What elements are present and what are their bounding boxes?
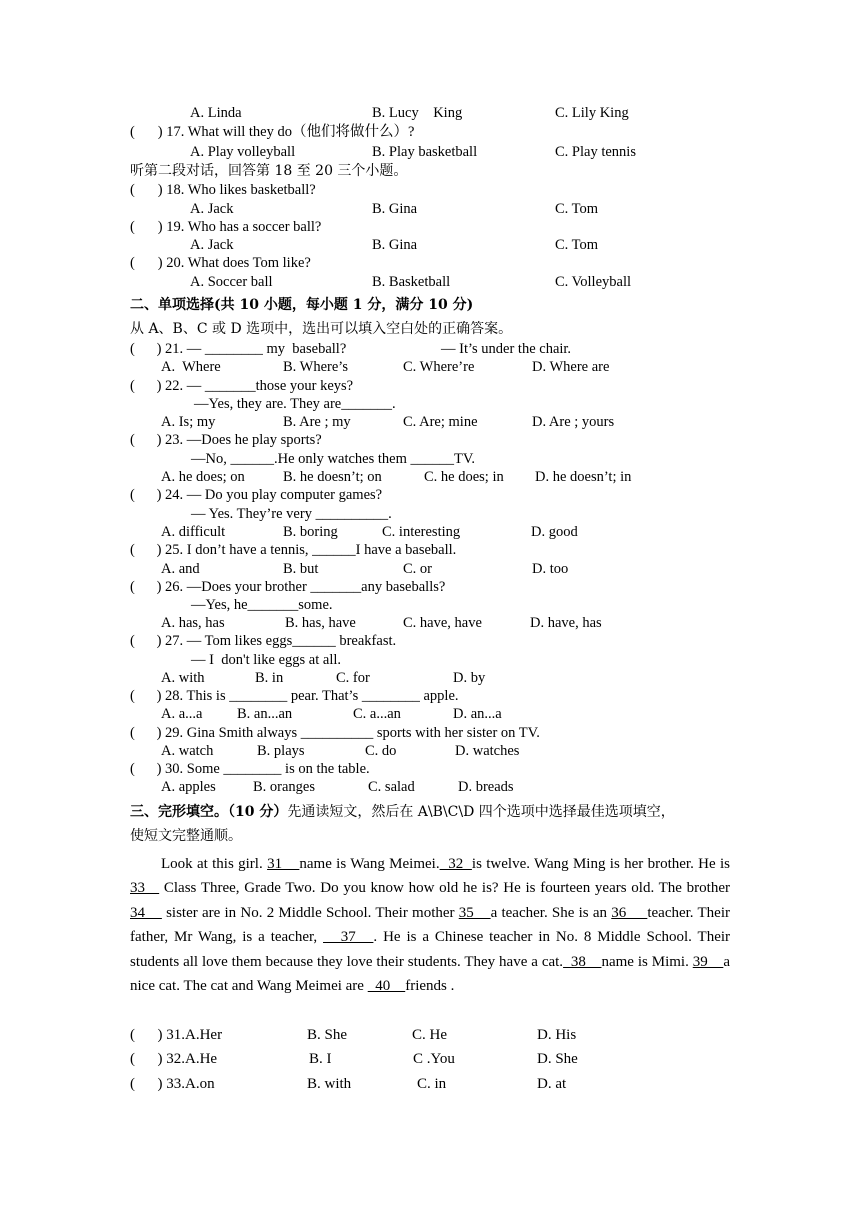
- q27-option-a: A. with: [161, 670, 205, 686]
- passage-text: a nice cat. The cat and Wang Meimei are: [130, 953, 731, 995]
- q19-option-a: A. Jack: [190, 237, 234, 253]
- q21-option-a: A. Where: [161, 359, 221, 375]
- q27-option-d: D. by: [453, 670, 486, 686]
- q30-option-a: A. apples: [161, 779, 216, 795]
- q16-option-b: B. Lucy King: [372, 105, 463, 121]
- q20-option-c: C. Volleyball: [555, 274, 631, 290]
- q20-option-a: A. Soccer ball: [190, 274, 273, 290]
- q17-stem: ) 17. What will they do（他们将做什么）?: [136, 124, 415, 140]
- q33-option-c: C. in: [417, 1076, 447, 1092]
- section3-title-rest: 先通读短文，然后在 A\B\C\D 四个选项中选择最佳选项填空，: [287, 804, 675, 820]
- passage-text: friends .: [405, 978, 455, 995]
- q21-option-d: D. Where are: [532, 359, 610, 375]
- dialog2-intro: 听第二段对话，回答第 18 至 20 三个小题。: [130, 163, 408, 179]
- blank-31: 31: [267, 856, 300, 872]
- passage-text: is twelve. Wang Ming is her brother. He is: [471, 856, 730, 872]
- q19-stem: ) 19. Who has a soccer ball?: [136, 219, 322, 235]
- section3-title: [130, 803, 675, 821]
- q23-option-a: A. he does; on: [161, 469, 245, 485]
- q17-paren: (: [130, 124, 135, 140]
- q26-stem: ( ) 26. —Does your brother _______any baseballs?: [130, 579, 446, 595]
- q21-option-b: B. Where’s: [283, 359, 348, 375]
- q24-option-c: C. interesting: [382, 524, 461, 540]
- q32-option-b: B. I: [309, 1051, 332, 1067]
- q23-option-d: D. he doesn’t; in: [535, 469, 632, 485]
- passage-text: Look at this girl.: [161, 856, 268, 872]
- blank-35: 35: [458, 904, 491, 921]
- q17-option-a: A. Play volleyball: [190, 144, 296, 160]
- q33-option-b: B. with: [307, 1076, 352, 1092]
- q24-option-a: A. difficult: [161, 524, 226, 540]
- passage-text: . He is a Chinese teacher in No. 8 Middle School. Their students all love them because they love their students. They have a cat.: [130, 929, 731, 970]
- q16-option-a: A. Linda: [190, 105, 242, 121]
- blank-39: 39: [692, 953, 724, 970]
- passage-text: teacher. Their father, Mr Wang, is a teacher,: [130, 904, 730, 946]
- q31-option-d: D. His: [537, 1027, 577, 1043]
- q29-option-d: D. watches: [455, 743, 520, 759]
- q20-option-b: B. Basketball: [372, 274, 451, 290]
- q31-option-c: C. He: [412, 1027, 447, 1043]
- passage-text: name is Wang Meimei.: [299, 856, 440, 872]
- q29-stem: ( ) 29. Gina Smith always __________ sports with her sister on TV.: [130, 725, 540, 741]
- q25-stem: ( ) 25. I don’t have a tennis, ______I have a baseball.: [130, 542, 457, 558]
- blank-32: 32: [439, 856, 472, 872]
- q18-option-b: B. Gina: [372, 201, 418, 217]
- q27-stem: ( ) 27. — Tom likes eggs______ breakfast.: [130, 633, 397, 649]
- q32-stem: ( ) 32.A.He: [130, 1051, 218, 1067]
- q25-option-c: C. or: [403, 561, 432, 577]
- q18-option-c: C. Tom: [555, 201, 599, 217]
- q23-option-b: B. he doesn’t; on: [283, 469, 382, 485]
- q29-option-c: C. do: [365, 743, 397, 759]
- q23-option-c: C. he does; in: [424, 469, 504, 485]
- q20-paren: (: [130, 255, 135, 271]
- q17-option-c: C. Play tennis: [555, 144, 636, 160]
- q31-option-b: B. She: [307, 1027, 348, 1043]
- q28-option-a: A. a...a: [161, 706, 203, 722]
- q18-paren: (: [130, 182, 135, 198]
- q27-reply: — I don't like eggs at all.: [191, 652, 341, 668]
- q22-option-b: B. Are ; my: [283, 414, 351, 430]
- q21-reply: — It’s under the chair.: [441, 341, 572, 357]
- q33-stem: ( ) 33.A.on: [130, 1076, 215, 1092]
- q29-option-a: A. watch: [161, 743, 214, 759]
- q31-stem: ( ) 31.A.Her: [130, 1027, 223, 1043]
- q27-option-b: B. in: [255, 670, 284, 686]
- q24-reply: — Yes. They’re very __________.: [191, 506, 392, 522]
- q22-option-d: D. Are ; yours: [532, 414, 615, 430]
- q18-option-a: A. Jack: [190, 201, 234, 217]
- q25-option-d: D. too: [532, 561, 569, 577]
- blank-34: 34: [130, 904, 162, 921]
- q26-option-d: D. have, has: [530, 615, 602, 631]
- q17-option-b: B. Play basketball: [372, 144, 478, 160]
- q19-option-b: B. Gina: [372, 237, 418, 253]
- q23-reply: —No, ______.He only watches them ______TV.: [191, 451, 476, 467]
- q28-option-c: C. a...an: [353, 706, 401, 722]
- q26-option-c: C. have, have: [403, 615, 482, 631]
- blank-33: 33: [130, 880, 160, 897]
- q26-reply: —Yes, he_______some.: [191, 597, 333, 613]
- passage-text: a teacher. She is an: [490, 904, 612, 921]
- q30-option-c: C. salad: [368, 779, 415, 795]
- q21-option-c: C. Where’re: [403, 359, 475, 375]
- q25-option-a: A. and: [161, 561, 200, 577]
- q22-stem: ( ) 22. — _______those your keys?: [130, 378, 354, 394]
- q25-option-b: B. but: [283, 561, 319, 577]
- section2-title: 二、单项选择(共 10 小题，每小题 1 分，满分 10 分): [130, 297, 474, 313]
- q19-paren: (: [130, 219, 135, 235]
- passage-text: sister are in No. 2 Middle School. Their mother: [161, 904, 459, 921]
- q18-stem: ) 18. Who likes basketball?: [136, 182, 316, 198]
- section2-instruction: 从 A、B、C 或 D 选项中，选出可以填入空白处的正确答案。: [130, 321, 513, 337]
- passage-text: Class Three, Grade Two. Do you know how old he is? He is fourteen years old. The brother: [159, 880, 730, 897]
- blank-37: 37: [323, 929, 374, 946]
- q32-option-c: C .You: [413, 1051, 455, 1067]
- q30-option-d: D. breads: [458, 779, 514, 795]
- q27-option-c: C. for: [336, 670, 370, 686]
- q19-option-c: C. Tom: [555, 237, 599, 253]
- section3-title-bold: 三、完形填空。（10 分）: [130, 804, 288, 820]
- q30-stem: ( ) 30. Some ________ is on the table.: [130, 761, 370, 777]
- cloze-passage: [130, 852, 730, 998]
- q30-option-b: B. oranges: [253, 779, 316, 795]
- q28-stem: ( ) 28. This is ________ pear. That’s ________ apple.: [130, 688, 459, 704]
- q21-stem: ( ) 21. — ________ my baseball?: [130, 341, 347, 357]
- q24-option-b: B. boring: [283, 524, 338, 540]
- q20-stem: ) 20. What does Tom like?: [136, 255, 311, 271]
- q22-option-c: C. Are; mine: [403, 414, 478, 430]
- q28-option-d: D. an...a: [453, 706, 502, 722]
- q33-option-d: D. at: [537, 1076, 567, 1092]
- blank-40: 40: [367, 978, 406, 995]
- blank-36: 36: [611, 904, 648, 921]
- section3-title-line2: 使短文完整通顺。: [130, 828, 242, 844]
- q24-stem: ( ) 24. — Do you play computer games?: [130, 487, 383, 503]
- q26-option-b: B. has, have: [285, 615, 356, 631]
- q24-option-d: D. good: [531, 524, 578, 540]
- q22-option-a: A. Is; my: [161, 414, 216, 430]
- q28-option-b: B. an...an: [237, 706, 293, 722]
- blank-38: 38: [563, 953, 602, 970]
- q22-reply: —Yes, they are. They are_______.: [194, 396, 396, 412]
- q26-option-a: A. has, has: [161, 615, 225, 631]
- passage-text: name is Mimi.: [601, 953, 693, 970]
- q23-stem: ( ) 23. —Does he play sports?: [130, 432, 322, 448]
- q29-option-b: B. plays: [257, 743, 305, 759]
- q32-option-d: D. She: [537, 1051, 578, 1067]
- q16-option-c: C. Lily King: [555, 105, 629, 121]
